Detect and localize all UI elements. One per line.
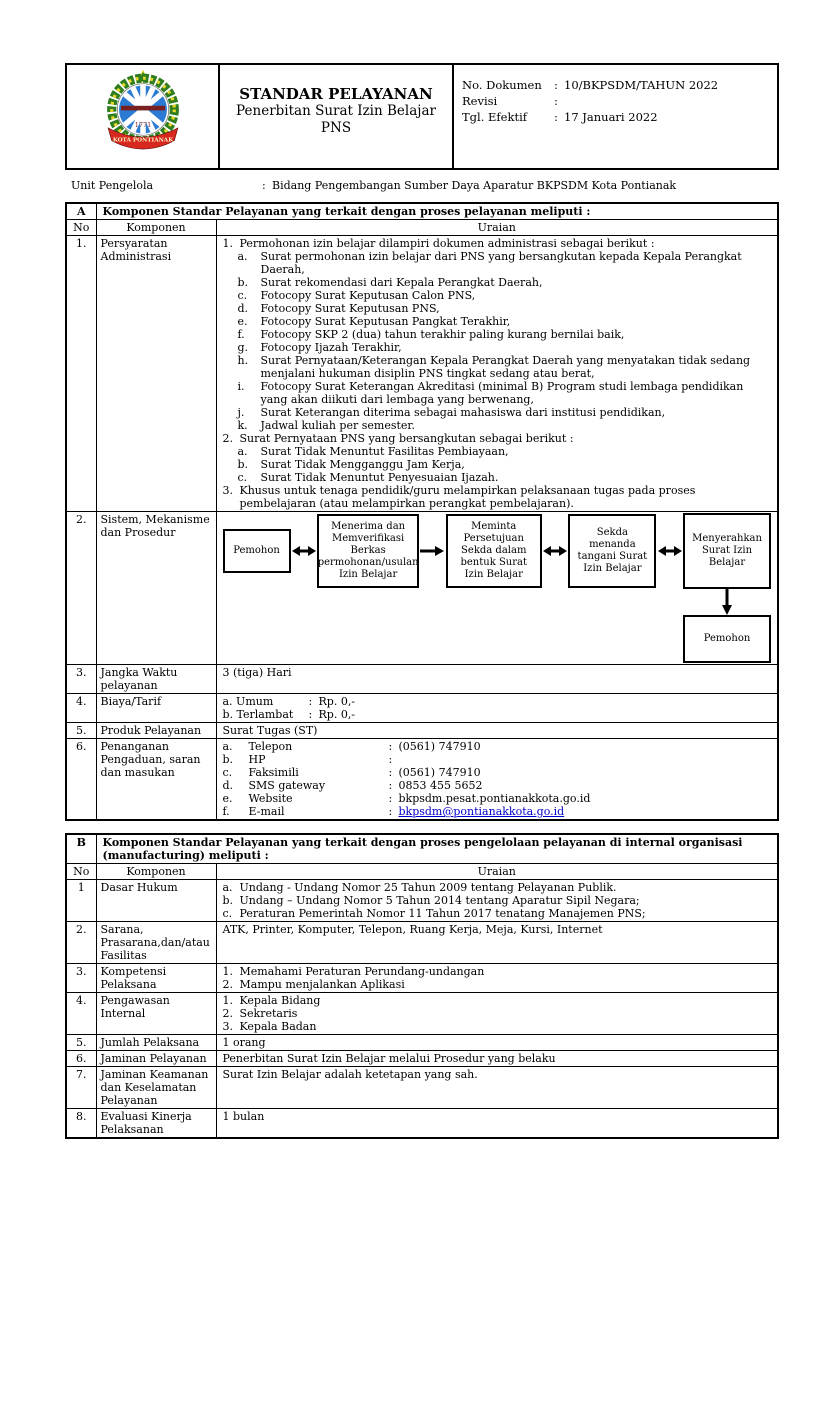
contact-row [223,779,772,792]
line-text: Surat Tidak Menuntut Fasilitas Pembiayaan, [260,445,509,458]
line-text: Fotocopy Surat Keputusan PNS, [260,302,440,315]
line-text: Fotocopy Ijazah Terakhir, [260,341,402,354]
contact-value [399,805,772,818]
table-row [66,512,778,665]
double-arrow-icon [658,545,682,557]
row-no: 8. [66,1109,96,1139]
line-marker: c. [237,471,248,484]
table-row [66,993,778,1035]
row-komponen: Sarana, Prasarana,dan/atau Fasilitas [96,922,216,964]
line-marker: b. [237,458,249,471]
line-text: Kepala Badan [239,1020,317,1033]
row-no: 4. [66,993,96,1035]
colon: : [388,792,393,805]
line-text: Surat Pernyataan/Keterangan Kepala Perangkat Daerah yang menyatakan tidak sedang menjalani hukuman disiplin PNS tingkat sedang atau berat, [260,354,751,380]
line-text: Fotocopy Surat Keterangan Akreditasi (minimal B) Program studi lembaga pendidikan yang akan diikuti dari lembaga yang berwenang, [260,380,744,406]
unit-pengelola-line [71,179,777,193]
line-marker: 3. [222,484,233,497]
line-marker: j. [237,406,245,419]
row-no: 3. [66,665,96,694]
colon: : [388,805,393,818]
contact-value: 0853 455 5652 [398,779,483,792]
contact-label: Website [248,792,293,805]
line-marker: c. [237,289,248,302]
line-marker: 1. [222,237,233,250]
table-row [66,922,778,964]
uraian-line [238,302,772,315]
section-gap [65,821,777,833]
section-b-heading-row [66,834,778,864]
line-marker: 2. [222,1007,233,1020]
line-marker: b. [237,276,249,289]
email-link[interactable]: bkpsdm@pontianakkota.go.id [398,805,565,818]
line-text: Surat rekomendasi dari Kepala Perangkat Daerah, [260,276,543,289]
colon: : [554,110,558,124]
document-subtitle: Penerbitan Surat Izin Belajar PNS [236,103,436,136]
row-no: 1. [66,236,96,512]
contact-value [399,753,772,766]
line-marker: a. [222,740,233,753]
title-cell [219,64,453,169]
row-komponen: Jaminan Pelayanan [96,1051,216,1067]
row-no: 5. [66,1035,96,1051]
uraian-line [223,1007,772,1020]
uraian-line [223,695,772,708]
uraian-line [223,708,772,721]
pair-value: Rp. 0,- [318,695,356,708]
line-marker: i. [237,380,245,393]
logo-banner-text: KOTA PONTIANAK [112,137,173,144]
uraian-line [223,1068,772,1081]
row-komponen: Evaluasi Kinerja Pelaksanan [96,1109,216,1139]
uraian-line [238,341,772,354]
section-b-heading: Komponen Standar Pelayanan yang terkait dengan proses pengelolaan pelayanan di internal organisasi (manufacturing) meliputi : [96,834,778,864]
line-marker: 1. [222,994,233,1007]
line-text: 1 orang [222,1036,266,1049]
line-marker: 1. [222,965,233,978]
down-arrow-icon [721,589,733,615]
right-arrow-icon [420,545,444,557]
row-no: 3. [66,964,96,993]
section-a-code: A [66,203,96,220]
uraian-line [223,724,772,737]
section-a-heading: Komponen Standar Pelayanan yang terkait dengan proses pelayanan meliputi : [96,203,778,220]
row-komponen: Persyaratan Administrasi [96,236,216,512]
effective-date-line [462,109,769,125]
line-marker: e. [237,315,248,328]
uraian-line [223,978,772,991]
row-uraian [216,236,778,512]
doc-info-cell [453,64,778,169]
table-row [66,1051,778,1067]
effective-date-value: 17 Januari 2022 [564,110,658,124]
line-marker: a. [222,881,233,894]
logo-cell [66,64,219,169]
table-row [66,964,778,993]
kota-pontianak-logo-icon [95,69,191,161]
flow-tail [683,589,771,663]
line-marker: 2. [222,432,233,445]
section-a-column-header-row [66,220,778,236]
flow-diagram [223,513,772,589]
line-text: Surat Keterangan diterima sebagai mahasiswa dari institusi pendidikan, [260,406,666,419]
row-no: 7. [66,1067,96,1109]
line-text: Penerbitan Surat Izin Belajar melalui Prosedur yang belaku [222,1052,556,1065]
line-text: Surat permohonan izin belajar dari PNS yang bersangkutan kepada Kepala Perangkat Daerah, [260,250,742,276]
col-uraian: Uraian [216,220,778,236]
line-text: 3 (tiga) Hari [222,666,292,679]
row-no: 5. [66,723,96,739]
uraian-line [238,380,772,406]
col-no: No [66,220,96,236]
row-no: 6. [66,1051,96,1067]
revision-line [462,93,769,109]
line-text: Mampu menjalankan Aplikasi [239,978,405,991]
line-marker: k. [237,419,248,432]
uraian-line [223,1052,772,1065]
uraian-line [223,432,772,445]
uraian-line [223,907,772,920]
line-marker: 3. [222,1020,233,1033]
colon: : [554,94,558,108]
doc-number-label: No. Dokumen [462,78,542,92]
row-no: 6. [66,739,96,821]
table-row [66,723,778,739]
uraian-line [238,419,772,432]
colon: : [388,766,393,779]
line-text: Undang – Undang Nomor 5 Tahun 2014 tentang Aparatur Sipil Negara; [239,894,640,907]
line-text: Khusus untuk tenaga pendidik/guru melampirkan pelaksanaan tugas pada proses pembelajaran (atau melampirkan perangkat pembelajaran). [239,484,696,510]
line-text: Permohonan izin belajar dilampiri dokumen administrasi sebagai berikut : [239,237,655,250]
table-row [66,1109,778,1139]
col-uraian: Uraian [216,864,778,880]
line-marker: b. [222,753,234,766]
flow-box: Pemohon [223,529,291,573]
line-marker: a. [237,250,248,263]
line-text: Surat Izin Belajar adalah ketetapan yang sah. [222,1068,478,1081]
colon: : [308,695,313,708]
row-uraian [216,1035,778,1051]
uraian-line [223,1110,772,1123]
contact-row [223,805,772,818]
colon: : [308,708,313,721]
line-marker: f. [237,328,245,341]
table-row [66,694,778,723]
unit-pengelola-value: Bidang Pengembangan Sumber Daya Aparatur BKPSDM Kota Pontianak [272,179,677,192]
pair-label: a. Umum [222,695,274,708]
logo-year-text: 1771 [134,120,151,129]
colon: : [388,779,393,792]
line-marker: b. [222,894,234,907]
section-b-code: B [66,834,96,864]
line-marker: f. [222,805,230,818]
uraian-line [238,315,772,328]
pair-label: b. Terlambat [222,708,294,721]
row-uraian [216,880,778,922]
contact-value: (0561) 747910 [398,766,481,779]
uraian-line [238,289,772,302]
uraian-line [223,666,772,679]
colon: : [388,753,393,766]
uraian-line [223,1020,772,1033]
line-text: Fotocopy Surat Keputusan Calon PNS, [260,289,476,302]
row-uraian [216,922,778,964]
line-text: Fotocopy SKP 2 (dua) tahun terakhir paling kurang bernilai baik, [260,328,625,341]
revision-label: Revisi [462,94,498,108]
contact-label: SMS gateway [248,779,326,792]
table-row [66,1035,778,1051]
row-uraian [216,694,778,723]
flow-box: Meminta Persetujuan Sekda dalam bentuk Surat Izin Belajar [446,514,542,588]
line-marker: c. [222,907,233,920]
flow-box: Sekda menanda tangani Surat Izin Belajar [568,514,656,588]
line-marker: d. [237,302,249,315]
effective-date-label: Tgl. Efektif [462,110,528,124]
section-a-table [65,202,779,821]
row-no: 2. [66,922,96,964]
row-komponen: Dasar Hukum [96,880,216,922]
double-arrow-icon [543,545,567,557]
row-uraian [216,964,778,993]
contact-row [223,766,772,779]
row-uraian [216,512,778,665]
row-uraian [216,1067,778,1109]
col-komponen: Komponen [96,864,216,880]
row-uraian [216,993,778,1035]
line-text: ATK, Printer, Komputer, Telepon, Ruang Kerja, Meja, Kursi, Internet [222,923,603,936]
row-no: 2. [66,512,96,665]
document-page [65,63,777,1139]
unit-pengelola-label: Unit Pengelola [71,179,154,192]
line-text: Surat Tugas (ST) [222,724,318,737]
doc-number-value: 10/BKPSDM/TAHUN 2022 [564,78,719,92]
row-uraian [216,1109,778,1139]
uraian-line [223,237,772,250]
section-b-table [65,833,779,1139]
contact-label: Faksimili [248,766,299,779]
row-uraian [216,665,778,694]
line-text: 1 bulan [222,1110,265,1123]
row-uraian [216,1051,778,1067]
doc-number-line [462,77,769,93]
table-row [66,739,778,821]
uraian-line [223,965,772,978]
uraian-line [223,894,772,907]
line-marker: 2. [222,978,233,991]
colon: : [388,740,393,753]
double-arrow-icon [292,545,316,557]
row-komponen: Jaminan Keamanan dan Keselamatan Pelayanan [96,1067,216,1109]
line-text: Fotocopy Surat Keputusan Pangkat Terakhir, [260,315,511,328]
contact-label: Telepon [248,740,293,753]
uraian-line [238,276,772,289]
row-uraian [216,723,778,739]
line-text: Undang - Undang Nomor 25 Tahun 2009 tentang Pelayanan Publik. [239,881,617,894]
row-komponen: Jangka Waktu pelayanan [96,665,216,694]
row-no: 4. [66,694,96,723]
uraian-line [223,1036,772,1049]
table-row [66,880,778,922]
uraian-line [238,458,772,471]
section-a-heading-row [66,203,778,220]
colon: : [554,78,558,92]
row-komponen: Pengawasan Internal [96,993,216,1035]
uraian-line [238,250,772,276]
line-text: Peraturan Pemerintah Nomor 11 Tahun 2017 tenatang Manajemen PNS; [239,907,646,920]
line-marker: g. [237,341,249,354]
col-komponen: Komponen [96,220,216,236]
uraian-line [238,445,772,458]
header-table [65,63,779,170]
uraian-line [223,994,772,1007]
row-komponen: Biaya/Tarif [96,694,216,723]
contact-value: bkpsdm.pesat.pontianakkota.go.id [398,792,591,805]
line-text: Surat Tidak Menuntut Penyesuaian Ijazah. [260,471,499,484]
document-title: STANDAR PELAYANAN [239,85,433,103]
flow-box: Menyerahkan Surat Izin Belajar [683,513,771,589]
uraian-line [223,484,772,510]
line-marker: h. [237,354,249,367]
colon: : [262,179,266,192]
line-marker: d. [222,779,234,792]
row-komponen: Jumlah Pelaksana [96,1035,216,1051]
line-text: Jadwal kuliah per semester. [260,419,415,432]
pair-value: Rp. 0,- [318,708,356,721]
line-marker: c. [222,766,233,779]
line-marker: a. [237,445,248,458]
uraian-line [238,354,772,380]
row-komponen: Produk Pelayanan [96,723,216,739]
line-text: Sekretaris [239,1007,298,1020]
line-text: Memahami Peraturan Perundang-undangan [239,965,485,978]
col-no: No [66,864,96,880]
uraian-line [238,328,772,341]
row-komponen: Penanganan Pengaduan, saran dan masukan [96,739,216,821]
contact-row [223,753,772,766]
line-text: Surat Pernyataan PNS yang bersangkutan sebagai berikut : [239,432,574,445]
row-no: 1 [66,880,96,922]
uraian-line [223,881,772,894]
contact-label: HP [248,753,266,766]
contact-row [223,792,772,805]
revision-value [564,93,769,109]
uraian-line [223,923,772,936]
uraian-line [238,406,772,419]
row-komponen: Sistem, Mekanisme dan Prosedur [96,512,216,665]
table-row [66,665,778,694]
uraian-line [238,471,772,484]
table-row [66,236,778,512]
row-uraian [216,739,778,821]
line-text: Surat Tidak Mengganggu Jam Kerja, [260,458,465,471]
line-marker: e. [222,792,233,805]
section-b-column-header-row [66,864,778,880]
table-row [66,1067,778,1109]
line-text: Kepala Bidang [239,994,321,1007]
flow-box: Menerima dan Memverifikasi Berkas permohonan/usulan Izin Belajar [317,514,419,588]
contact-row [223,740,772,753]
row-komponen: Kompetensi Pelaksana [96,964,216,993]
contact-value: (0561) 747910 [398,740,481,753]
contact-label: E-mail [248,805,285,818]
flow-end-box: Pemohon [683,615,771,663]
